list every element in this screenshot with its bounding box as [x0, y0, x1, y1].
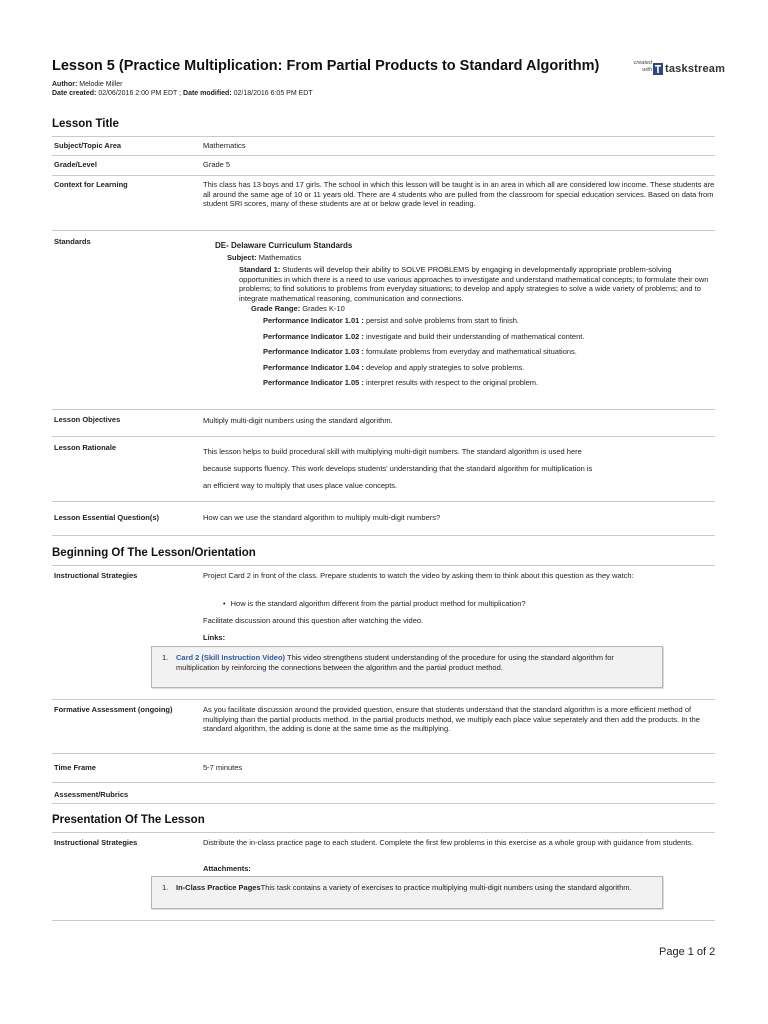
context-label: Context for Learning: [54, 180, 128, 189]
presentation-strategies-text: Distribute the in-class practice page to each student. Complete the first few problems in this exercise as a whole group with guidance from students.: [203, 838, 694, 847]
logo-created-with: created with: [633, 60, 652, 73]
standards-heading: DE- Delaware Curriculum Standards: [215, 241, 353, 250]
divider: [52, 175, 715, 176]
subject-label: Subject/Topic Area: [54, 141, 122, 150]
attachment-description: This task contains a variety of exercises to practice multiplying multi-digit numbers using the standard algorithm.: [260, 883, 632, 892]
in-class-practice-pages-link[interactable]: In-Class Practice Pages: [176, 883, 261, 892]
link-number: 1.: [162, 653, 169, 662]
section-heading-beginning: Beginning Of The Lesson/Orientation: [52, 547, 256, 559]
timeframe-value: 5-7 minutes: [203, 763, 243, 772]
grade-range: Grade Range: Grades K-10: [251, 304, 345, 313]
standards-label: Standards: [54, 237, 91, 246]
page-number: Page 1 of 2: [659, 946, 716, 958]
links-box: [151, 646, 663, 688]
context-value: This class has 13 boys and 17 girls. The school in which this lesson will be taught is in an area in which all are considered low income. These students are all around the same age of 10 or 11 years old. There are 4 students who are pulled from the classroom for special education services. Based on data from student SRI scores, many of these students are at or below grade level in reading.: [203, 180, 715, 208]
divider: [52, 230, 715, 231]
link-description: This video strengthens student understanding of the procedure for using the standard algorithm for multiplication by reinforcing the connections between the algorithm and the partial product method.: [176, 653, 614, 672]
performance-indicator: Performance Indicator 1.05 : interpret results with respect to the original problem.: [263, 378, 539, 387]
divider: [52, 535, 715, 536]
links-label: Links:: [203, 633, 226, 642]
essential-label: Lesson Essential Question(s): [54, 513, 160, 522]
divider: [52, 409, 715, 410]
strategies-label: Instructional Strategies: [54, 571, 138, 580]
date-created: 02/06/2016 2:00 PM EDT: [98, 90, 178, 97]
grade-value: Grade 5: [203, 160, 231, 169]
assessment-label: Assessment/Rubrics: [54, 790, 129, 799]
link-item: [176, 653, 652, 672]
facilitate-text: Facilitate discussion around this question after watching the video.: [203, 616, 424, 625]
attachment-number: 1.: [162, 883, 169, 892]
author-name: Melodie Miller: [79, 81, 123, 88]
card-2-video-link[interactable]: Card 2 (Skill Instruction Video): [176, 653, 286, 662]
date-separator: ;: [177, 90, 184, 97]
dates-line: [52, 89, 313, 98]
attachment-item: [176, 883, 652, 893]
divider: [52, 565, 715, 566]
rationale-label: Lesson Rationale: [54, 443, 117, 452]
standard-1: Standard 1: Students will develop their ability to SOLVE PROBLEMS by engaging in developmentally appropriate problem-solving opportunities in which there is a need to use various approaches to investigate and understand mathematical concepts; to formulate their own problems; to find solutions to problems from everyday situations; to develop and apply strategies to solve a wide variety of problems; and to integrate mathematical reasoning, communication and connections.: [239, 265, 709, 303]
strategies-label: Instructional Strategies: [54, 838, 138, 847]
standards-subject: Subject: Mathematics: [227, 253, 302, 262]
date-created-label: Date created:: [52, 90, 97, 97]
divider: [52, 920, 715, 921]
date-modified-label: Date modified:: [183, 90, 232, 97]
question-list: [223, 599, 526, 609]
logo-brand-text: taskstream: [665, 63, 726, 75]
performance-indicator: Performance Indicator 1.01 : persist and solve problems from start to finish.: [263, 316, 519, 325]
divider: [52, 501, 715, 502]
document-title: Lesson 5 (Practice Multiplication: From Partial Products to Standard Algorithm): [52, 58, 600, 74]
performance-indicator: Performance Indicator 1.04 : develop and apply strategies to solve problems.: [263, 362, 525, 372]
divider: [52, 155, 715, 156]
document-meta: [52, 80, 313, 98]
rationale-line: because supports fluency. This work develops students' understanding that the standard algorithm for multiplication is: [203, 464, 593, 473]
formative-label: Formative Assessment (ongoing): [54, 705, 173, 714]
divider: [52, 832, 715, 833]
strategies-intro: Project Card 2 in front of the class. Prepare students to watch the video by asking them to think about this question as they watch:: [203, 571, 634, 580]
divider: [52, 436, 715, 437]
rationale-line: This lesson helps to build procedural skill with multiplying multi-digit numbers. The standard algorithm is used here: [203, 447, 582, 456]
rationale-line: an efficient way to multiply that uses place value concepts.: [203, 481, 398, 490]
list-item: • How is the standard algorithm different from the partial product method for multiplication?: [223, 599, 526, 609]
taskstream-logo-icon: [653, 63, 663, 75]
attachments-box: [151, 876, 663, 909]
section-heading-presentation: Presentation Of The Lesson: [52, 814, 205, 826]
date-modified: 02/18/2016 6:05 PM EDT: [233, 90, 313, 97]
performance-indicator: Performance Indicator 1.03 : formulate problems from everyday and mathematical situations.: [263, 347, 577, 356]
attachments-label: Attachments:: [203, 864, 251, 873]
timeframe-label: Time Frame: [54, 763, 96, 772]
divider: [52, 803, 715, 804]
divider: [52, 753, 715, 754]
divider: [52, 782, 715, 783]
objectives-value: Multiply multi-digit numbers using the standard algorithm.: [203, 416, 393, 425]
grade-label: Grade/Level: [54, 160, 97, 169]
divider: [52, 699, 715, 700]
divider: [52, 136, 715, 137]
performance-indicator: Performance Indicator 1.02 : investigate and build their understanding of mathematical content.: [263, 331, 585, 341]
objectives-label: Lesson Objectives: [54, 415, 121, 424]
author-label: Author:: [52, 81, 78, 88]
section-heading-lesson-title: Lesson Title: [52, 118, 119, 130]
formative-value: As you facilitate discussion around the provided question, ensure that students understand that the standard algorithm is a more efficient method of multiplying than the partial products method. In the partial products method, we multiply each place value seperately and then add the products. In the standard algorithm, the adding is done at the same time as the multiplying.: [203, 705, 700, 733]
essential-value: How can we use the standard algorithm to multiply multi-digit numbers?: [203, 513, 441, 522]
subject-value: Mathematics: [203, 141, 246, 150]
author-line: [52, 80, 313, 89]
